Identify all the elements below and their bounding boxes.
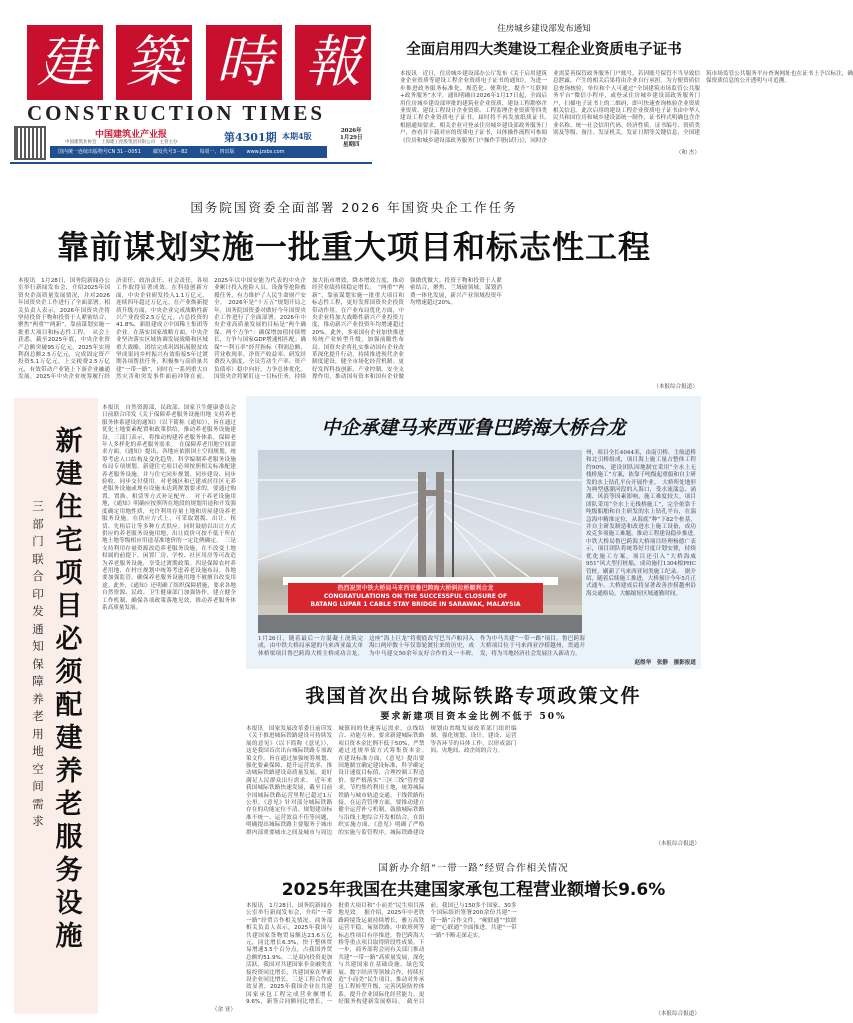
- belt-road-headline: 2025年我国在共建国家承包工程营业额增长9.6%: [281, 880, 666, 900]
- rail-source: （本报综合报道）: [655, 841, 700, 847]
- main-article-body: 本报讯 1月28日，国务院新闻办公室举行新闻发布会，介绍2025年国资央企高质量发展情况，并对2026年国资央企工作进行了全面部署。相关负责人表示，2026年国资央企将坚持投资于物和投资于人紧密结合，聚焦“两重”“两新”，靠前谋划实施一批重大项目和标志性工程。 从会上获悉，截至2025年底，中央企业资产总额突破95万亿元，2025年实现利润总额2.5万亿元，完成固定资产投资5.1万亿元，上交税费2.5万亿元，有效带动产业链上下游企业融通发展。2025年中央企业统筹履行经济责任、政治责任、社会责任，各项工作取得显著成效。在科技创新方面，中央企业研发投入1.1万亿元，连续四年超过万亿元。在产业焕新提质升级方面，中央企业完成战略性新兴产业投资2.5万亿元，占总投资的41.8%，新组建成立中国稀土集团等企业。在落实国家战略方面，中央企业坚决落实区域协调发展战略和区域重大战略，团结完成巩固拓展脱贫攻坚成果同乡村振兴有效衔接5年过渡期各项帮扶任务，积极参与高质量共建“一带一路”，同时在一系列重大自然灾害和突发事件面前冲锋在前。2025年以中国安能为代表的中央企业累计投入抢险人员、设备等抢险救援任务，有力维护了人民生命财产安全。 2026年是“十五五”规划开局之年，国务院国资委对做好今年国资央企工作进行了全面部署。2026年中央企业高质量发展的目标是“两个确保、两个力争”：确保增加值持续增长，力争与国家GDP增速相匹配；确保“一利五率”经营指标（利润总额、营业收现率、净资产收益率、研发经费投入强度、全员劳动生产率、资产负债率）稳中向好，力争总体优化。国资央企将紧盯这一目标任务，持续加大拓市增效、降本增效力度，推动经营业绩持续稳定增长。 “两重”“两新”，靠前谋划实施一批重大项目和标志性工程，更好发挥国资央企投资带动作用。在产业布局优化方面，中央企业将加大战略性新兴产业投资力度，推动新兴产业投资年均增速超过20%。此外，多家国有企业加快推进传统产业转型升级，加强前瞻性布局。国资央企将扎实推动国有企业改革深化提升行动，持续推进现代企业制度建设，健全市场化经营机制。更好发挥科技创新、产业控制、安全支撑作用，推动国有资本和国有企业做强做优做大。投资于物和投资于人紧密结合，聚焦、兰域破领域，谋划消费一体化发展，新兴产业领域投资年均增速超过20%。: [18, 278, 502, 381]
- top-article-body: 本报讯 近日，住房城乡建设部办公厅发布《关于启用建筑业企业资质等建设工程企业资质电子证书的通知》，为进一步推进政务服务标准化、规范化、便利化，提升“互联网+政务服务”水平，通知明确自2026年1月17日起，全面启用住房城乡建设部审批的建筑业企业资质、建设工程勘察企业资质、建设工程设计企业资质、工程监理企业资质等四类建设工程企业资质电子证书，届时将不再发放纸质证书。 根据通知要求，相关企业可登录住房城乡建设部政务服务门户，查看并下载对应的资质电子证书，具体操作流程可参阅《住房和城乡建设部政务服务门户操作手册(试行)》，同时企业需妥善保管政务服务门户账号，若因账号保管不当导致信息泄露，产生的相关后果将由企业自行承担。为方便资质信息查询核验，单位和个人可通过“全国建筑市场监管公共服务平台”微信小程序，或登录住房城乡建设部政务服务门户，扫描电子证书上的二维码，即可快速查询核验企业资质相关信息。此次启用的建设工程企业资质电子证书由中华人民共和国住房和城乡建设部统一制作，证书样式明确包含企业名称、统一社会信用代码、经济性质、证书编号、资质类别及等级、备注、发证机关、发证日期等关键信息，全国建筑市场监管公共服务平台查询网址也在证书上予以标注，确保资质信息的公开透明与可追溯。: [400, 71, 853, 144]
- banner-en-2: BATANG LUPAR 1 CABLE STAY BRIDGE IN SARAWAK, MALAYSIA: [310, 601, 521, 608]
- housing-subhead: 三部门联合印发通知保障养老用地空间需求: [32, 499, 44, 828]
- qr-code-icon: [14, 126, 46, 160]
- masthead-divider: [10, 162, 372, 164]
- bridge-headline: 中企承建马来西亚鲁巴跨海大桥合龙: [321, 417, 626, 439]
- main-article-headline: 靠前谋划实施一批重大项目和标志性工程: [56, 228, 651, 266]
- housing-headline: 新建住宅项目必须配建养老服务设施: [55, 426, 83, 952]
- rail-headline: 我国首次出台城际铁路专项政策文件: [305, 685, 642, 707]
- top-article-headline: 全面启用四大类建设工程企业资质电子证书: [406, 42, 682, 58]
- date-day: 1月29日: [340, 135, 363, 141]
- top-article-source: （和 杰）: [675, 150, 700, 156]
- frequency: 每周一、四出版: [199, 149, 235, 155]
- bridge-pylon: [418, 472, 426, 582]
- main-article-source: （本报综合报道）: [653, 384, 698, 390]
- rail-subhead: 要求新建项目资本金比例不低于 50%: [380, 712, 567, 722]
- cn-number: 国内统一连续出版物号CN 31－0051: [58, 149, 141, 155]
- postal-code: 邮发代号3－82: [152, 149, 188, 155]
- issue-date: [340, 128, 362, 149]
- bridge-credit: 赵煜华 张静 摄影报道: [634, 660, 696, 666]
- edition: 本期4版: [282, 131, 312, 141]
- bridge-feature: [246, 396, 701, 669]
- logo-char: 報: [295, 25, 371, 100]
- logo-char: 建: [27, 25, 103, 100]
- bridge-photo: [258, 450, 582, 633]
- banner-en-1: CONGRATULATIONS ON THE SUCCESSFUL CLOSURE OF: [323, 593, 508, 600]
- belt-road-body: 本报讯 1月28日，国务院新闻办公室举行新闻发布会，介绍“一带一路”经贸合作相关情况。商务部相关负责人表示，2025年我国与共建国家货物贸易额达23.6万亿元，同比增长6.3%，快于整体贸易增速3.5个百分点，占我国外贸总额的51.9%。二是双向投资更加活跃，我国对共建国家非金融类直接投资同比增长，共建国家在华新设企业同比增长。三是工程合作成效显著，2025年我国企业在共建国家承包工程完成营业额增长9.6%，新签合同额同比增长，一批重大项目和“小而美”民生项目落地见效。 据介绍，2025年中老铁路跨境货运量持续增长，雅万高铁运营平稳，匈塞铁路、中欧班列等标志性项目有序推进。鲁巴跨海大桥等重点项目取得阶段性成果。下一步，商务部将会同有关部门推动共建“一带一路”高质量发展，深化与共建国家在基础设施、绿色发展、数字经济等领域合作，持续打造“小而美”民生项目，推动对外承包工程转型升级，完善风险防控体系，提升企业国际化经营能力，更好服务构建新发展格局。 截至目前，我国已与150多个国家、30多个国际组织签署200余份共建“一带一路”合作文件，“硬联通”“软联通”“心联通”全面推进，共建“一带一路”不断走深走实。: [246, 903, 517, 1006]
- paper-label: 中国建筑业产业报: [95, 130, 168, 140]
- bridge-side-text: 州，项目全长4044米，由南引桥、主航道桥和北引桥组成，项目海上施工量占整体工程约90%，建设团队因地制宜采用“全水上无栈桥施工”方案，依靠千吨级起重船和自主研发的水上钻孔平台开展作业。 大桥所处地形为典型感潮河段的入海口，受水流湍急、涌潮、风浪等因素影响，施工难度较大。项目团队采用“全水上无栈桥施工”，完全依靠千吨级船舶和自主研发的水上钻孔平台，在湍急海中精准定位，从海底“种”下82个桩基，并自主研发制造和改进水上施工设备，成功攻克多项施工难题，推动工程建设稳步推进。 中铁大桥局鲁巴跨海大桥项目经理杨德广表示，项目团队将统筹好月度计划安排，持续优化施工方案，项目还引入“大桥海威951”风大型打桩船，成功施打1304根PHC管桩，刷新了马来西亚同类施工纪录。 据介绍，随着后续施工推进，大桥预计今年5月正式通车。大桥建成后将显著改善沙捞越州沿海交通格局，大幅缩短区域通勤时间。: [586, 450, 702, 597]
- housing-body: 本报讯 自然资源部、民政部、国家卫生健康委员会日前联合印发《关于保障养老服务设施用地 支持养老服务体系建设的通知》（以下简称《通知》），旨在通过优化土地要素配置和政策供给，推动养老服务设施建设。三部门表示，将推动构建养老服务体系，保障老年人多样化的养老服务需求。 在保障养老用地空间需求方面，《通知》提出，各地应依据国土空间规划，统筹考虑人口结构及变化趋势，科学编制养老服务设施布局专项规划。新建住宅项目必须按照相关标准配建养老服务设施，并与住宅同步规划、同步建设、同步验收、同步交付使用。对老城区和已建成居住区无养老服务设施或现有设施未达到规划要求的，要通过购置、置换、租赁等方式补足配齐。 对于养老设施用地，《通知》明确应按照所在地段的规划用途和开发强度确定用地性质，允许利用存量土地和房屋建设养老服务设施。在供应方式上，可采取划拨、出让、租赁、先租后让等多种方式供应。同时鼓励以出让方式供应的养老服务设施用地，出让底价可按不低于所在地土地等级相应用途基准地价的一定比例确定。 三是支持利用存量资源改造养老服务设施，在不改变土地权属的前提下，闲置厂房、学校、社区用房等可改造为养老服务设施，享受过渡期政策。四是保障农村养老用地，在村庄规划中统筹考虑养老设施布局。各地要加强监管，确保养老服务设施用地不被擅自改变用途。此外，《通知》还明确了组织保障措施，要求各地自然资源、民政、卫生健康部门加强协作，建立健全工作机制，确保各项政策落地见效，推动养老服务体系高质量发展。: [102, 405, 236, 611]
- english-name: CONSTRUCTION TIMES: [27, 101, 326, 125]
- date-year: 2026年: [340, 128, 362, 134]
- sponsors: 中国建筑业协会 上海建工控股集团有限公司 主管主办: [65, 140, 178, 145]
- belt-road-source: （本报综合报道）: [655, 1011, 700, 1017]
- main-article-kicker: 国务院国资委全面部署 2026 年国资央企工作任务: [190, 200, 518, 215]
- info-bar: [50, 146, 327, 158]
- bridge-caption: 1月26日，随着最后一方混凝土浇筑完成，由中铁大桥局承建的马来西亚最大单体桥梁项目鲁巴跨海大桥主桥成功合龙。这座“海上巨龙”将彻底改写巴当卢帕河入海口两岸数十年仅靠轮渡往来的历史，成为中马建交50余年友好合作的又一丰碑。 作为中马共建“一带一路”项目，鲁巴跨海大桥项目位于马来西亚沙捞越州，贯通开发，将为当地经济社会发展注入新动力。: [258, 636, 585, 657]
- issue-number: 第4301期: [224, 131, 277, 144]
- belt-road-kicker: 国新办介绍“一带一路”经贸合作相关情况: [378, 863, 569, 874]
- rail-body: 本报讯 国家发展改革委日前印发《关于推进城际铁路建设可持续发展的意见》（以下简称《意见》），这是我国首次出台城际铁路专项政策文件。旨在通过加强统筹规划、强化要素保障、提升运营效率，推动城际铁路建设高质量发展，更好满足人民群众出行需求。 近年来我国城际铁路快速发展，截至目前全国城际铁路运营里程已超过1万公里。《意见》针对部分城际铁路存在的功能定位不清、规划建设标准不统一、运营效益不佳等问题，明确提出城际铁路主要服务于城市群内部重要城市之间及城市与周边城镇间的快速客运需求，点线结合、功能互补。要求新建城际铁路项目资本金比例不低于50%，严禁通过违规举债方式筹集资本金。 在建设标准方面，《意见》提出要因地制宜确定建设标准，科学确定设计速度目标值，合理控制工程造价。要严格落实“三区三线”管控要求，节约集约利用土地，统筹城际铁路与城市轨道交通、干线铁路衔接。在运营管理方面，要推动建立健全运营补亏机制，鼓励城际铁路与沿线土地综合开发相结合。在组织实施方面，《意见》明确了严格的实施与监管程序，城际铁路建设规划由省级发展改革部门组织编制，强化规划、设计、建设、运营等各环节的具体工作，以形成部门间、央地间、政企间的合力。: [246, 726, 517, 836]
- banner-cn: 热烈祝贺中铁大桥局马来西亚鲁巴跨海大桥斜拉桥顺利合龙: [337, 585, 494, 592]
- housing-source: （余 亚）: [211, 1007, 236, 1013]
- website-link[interactable]: www.jzsbs.com: [246, 149, 285, 155]
- top-article-kicker: 住房城乡建设部发布通知: [497, 24, 591, 34]
- weekday: 星期四: [342, 142, 360, 148]
- logo-char: 時: [206, 25, 282, 100]
- celebration-banner: [288, 583, 543, 613]
- logo-char: 築: [116, 25, 192, 100]
